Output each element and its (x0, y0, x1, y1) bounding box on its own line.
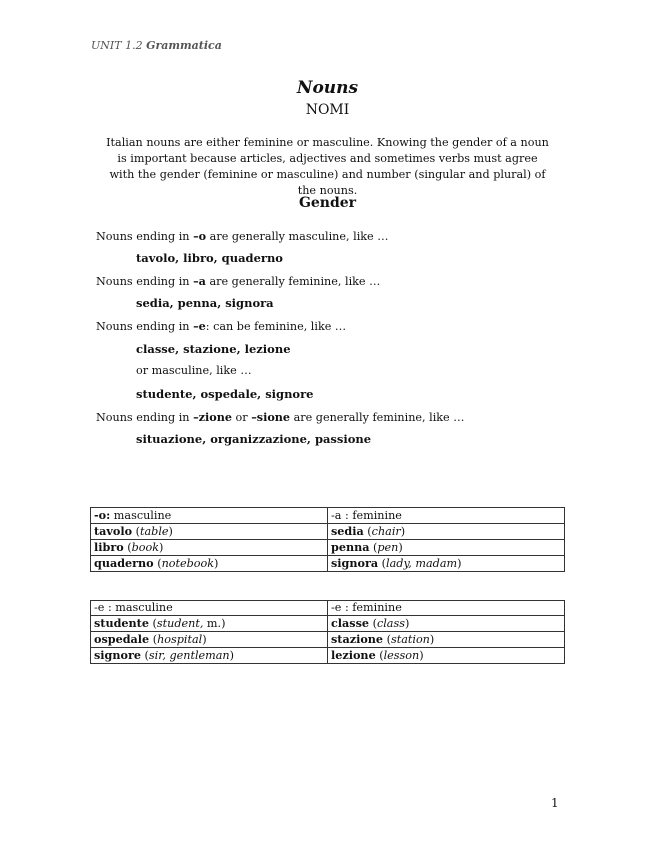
translation: lesson (383, 649, 420, 662)
translation: chair (371, 525, 401, 538)
rule-o-ending: –o (193, 229, 207, 243)
examples-a: sedia, penna, signora (136, 296, 274, 310)
rule-zione-mid: or (231, 411, 252, 424)
rule-o (96, 229, 388, 243)
rule-o-post: are generally masculine, like … (206, 230, 389, 243)
noun: sedia (331, 524, 364, 538)
translation: book (131, 541, 160, 554)
rule-e-post: : can be feminine, like … (205, 320, 347, 333)
noun: studente (94, 616, 149, 630)
rule-zione-pre: Nouns ending in (96, 411, 194, 424)
rule-e-ending: –e (193, 319, 206, 333)
table-header-cell (328, 508, 565, 524)
table-cell: libro (book) (91, 540, 328, 556)
noun: quaderno (94, 556, 154, 570)
translation: table (140, 525, 169, 538)
table-cell: studente (student, m.) (91, 616, 328, 632)
header-gender: masculine (110, 509, 172, 522)
rule-o-pre: Nouns ending in (96, 230, 194, 243)
table-header-cell (91, 508, 328, 524)
table-cell: ospedale (hospital) (91, 632, 328, 648)
examples-zione: situazione, organizzazione, passione (136, 432, 372, 446)
rule-a-pre: Nouns ending in (96, 275, 194, 288)
noun: tavolo (94, 524, 133, 538)
rule-zione (96, 410, 464, 424)
header-unit: UNIT 1.2 (91, 39, 143, 52)
page-number: 1 (551, 796, 559, 810)
header-ending: -o: (94, 508, 111, 522)
header-section: Grammatica (146, 39, 222, 52)
translation: pen (377, 541, 399, 554)
translation: class (376, 617, 405, 630)
noun: signore (94, 648, 141, 662)
noun: classe (331, 616, 370, 630)
table-header-cell: -e : feminine (328, 601, 565, 616)
running-header (91, 39, 222, 52)
table-header-cell: -e : masculine (91, 601, 328, 616)
rule-a-ending: –a (193, 274, 206, 288)
examples-o: tavolo, libro, quaderno (136, 251, 283, 265)
examples-e-feminine: classe, stazione, lezione (136, 342, 291, 356)
intro-paragraph: Italian nouns are either feminine or masculine. Knowing the gender of a noun is important because articles, adjectives and sometimes verbs must agree with the gender (feminine or masculine) and number (singular and plural) of the nouns. (106, 136, 549, 197)
rule-a-post: are generally feminine, like … (205, 275, 381, 288)
table-row (91, 632, 565, 648)
table-row (91, 616, 565, 632)
translation: sir, gentleman (148, 649, 230, 662)
noun: ospedale (94, 632, 150, 646)
noun: stazione (331, 632, 384, 646)
translation: notebook (161, 557, 215, 570)
table-cell: quaderno (notebook) (91, 556, 328, 572)
rule-sione-ending: –sione (251, 410, 291, 424)
noun: penna (331, 540, 370, 554)
translation: lady, madam (386, 557, 458, 570)
table-header-row (91, 601, 565, 616)
translation: station (390, 633, 430, 646)
table-cell: signore (sir, gentleman) (91, 648, 328, 664)
table-row (91, 556, 565, 572)
rule-e (96, 319, 346, 333)
table-cell: signora (lady, madam) (328, 556, 565, 572)
noun: lezione (331, 648, 376, 662)
translation: hospital (157, 633, 203, 646)
gender-abbrev: m. (203, 617, 222, 630)
examples-e-masculine: studente, ospedale, signore (136, 387, 314, 401)
page-title: Nouns (296, 78, 359, 98)
table-o-a (90, 507, 565, 572)
table-cell: penna (pen) (328, 540, 565, 556)
rule-zione-post: are generally feminine, like … (290, 411, 465, 424)
table-e (90, 600, 565, 664)
or-masculine-text: or masculine, like … (136, 364, 252, 377)
translation: student, (156, 617, 204, 630)
table-row (91, 540, 565, 556)
table-row (91, 524, 565, 540)
gender-heading: Gender (298, 195, 357, 211)
rule-a (96, 274, 380, 288)
table-cell: tavolo (table) (91, 524, 328, 540)
rule-zione-ending: –zione (193, 410, 232, 424)
rule-e-pre: Nouns ending in (96, 320, 194, 333)
table-cell: sedia (chair) (328, 524, 565, 540)
noun: libro (94, 540, 124, 554)
table-cell: stazione (station) (328, 632, 565, 648)
table-cell: lezione (lesson) (328, 648, 565, 664)
noun: signora (331, 556, 379, 570)
header-gender: -a : feminine (331, 508, 402, 522)
table-row (91, 648, 565, 664)
table-header-row (91, 508, 565, 524)
table-cell: classe (class) (328, 616, 565, 632)
page-subtitle: NOMI (305, 102, 350, 118)
